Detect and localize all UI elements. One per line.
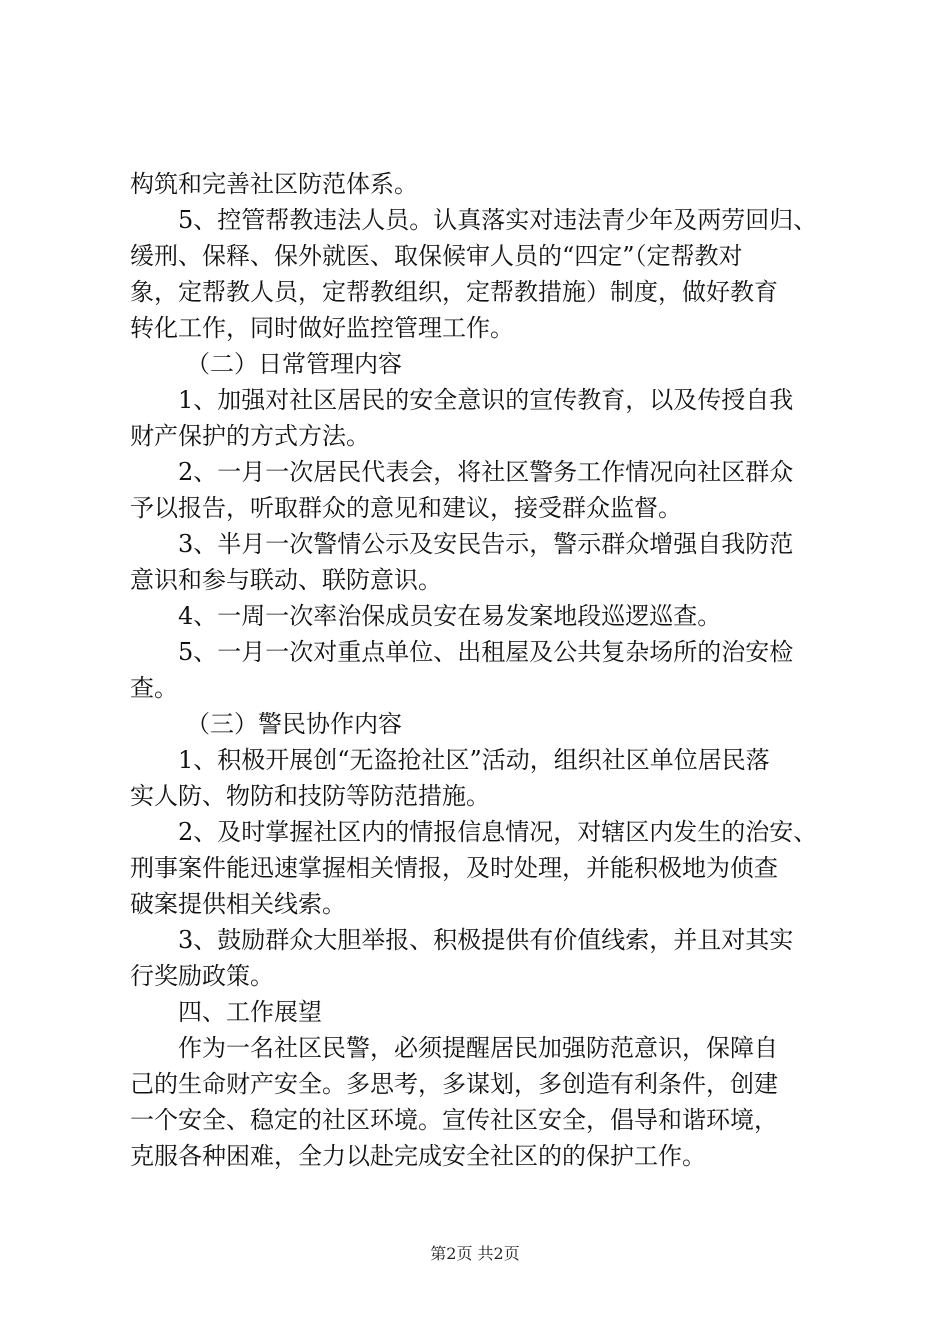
text-line: 1、积极开展创“无盗抢社区”活动，组织社区单位居民落	[178, 746, 770, 774]
text-line: 3、半月一次警情公示及安民告示，警示群众增强自我防范	[178, 530, 794, 558]
text-line: 意识和参与联动、联防意识。	[130, 566, 442, 594]
text-line: 构筑和完善社区防范体系。	[130, 170, 418, 198]
section-heading: （三）警民协作内容	[186, 710, 402, 738]
text-line: 实人防、物防和技防等防范措施。	[130, 782, 490, 810]
text-line: 2、及时掌握社区内的情报信息情况，对辖区内发生的治安、	[178, 818, 818, 846]
text-line: 3、鼓励群众大胆举报、积极提供有价值线索，并且对其实	[178, 926, 794, 954]
text-line: 刑事案件能迅速掌握相关情报，及时处理，并能积极地为侦查	[130, 854, 778, 882]
text-line: 己的生命财产安全。多思考，多谋划，多创造有利条件，创建	[130, 1070, 778, 1098]
text-line: 一个安全、稳定的社区环境。宣传社区安全，倡导和谐环境，	[130, 1106, 778, 1134]
text-line: 作为一名社区民警，必须提醒居民加强防范意识，保障自	[178, 1034, 778, 1062]
section-heading: （二）日常管理内容	[186, 350, 402, 378]
text-line: 财产保护的方式方法。	[130, 422, 370, 450]
text-line: 转化工作，同时做好监控管理工作。	[130, 314, 514, 342]
page-footer: 第2页 共2页	[430, 1244, 520, 1263]
text-line: 克服各种困难，全力以赴完成安全社区的的保护工作。	[130, 1142, 706, 1170]
text-line: 4、一周一次率治保成员安在易发案地段巡逻巡查。	[178, 602, 722, 630]
text-line: 象，定帮教人员，定帮教组织，定帮教措施）制度，做好教育	[130, 278, 778, 306]
text-line: 查。	[130, 674, 178, 702]
text-line: 缓刑、保释、保外就医、取保候审人员的“四定”（定帮教对	[130, 242, 743, 270]
text-line: 1、加强对社区居民的安全意识的宣传教育，以及传授自我	[178, 386, 794, 414]
text-line: 2、一月一次居民代表会，将社区警务工作情况向社区群众	[178, 458, 794, 486]
text-line: 破案提供相关线索。	[130, 890, 346, 918]
text-line: 予以报告，听取群众的意见和建议，接受群众监督。	[130, 494, 682, 522]
text-line: 行奖励政策。	[130, 962, 274, 990]
text-line: 5、控管帮教违法人员。认真落实对违法青少年及两劳回归、	[178, 206, 818, 234]
section-heading: 四、工作展望	[178, 998, 322, 1026]
text-line: 5、一月一次对重点单位、出租屋及公共复杂场所的治安检	[178, 638, 794, 666]
document-body	[130, 166, 830, 1174]
